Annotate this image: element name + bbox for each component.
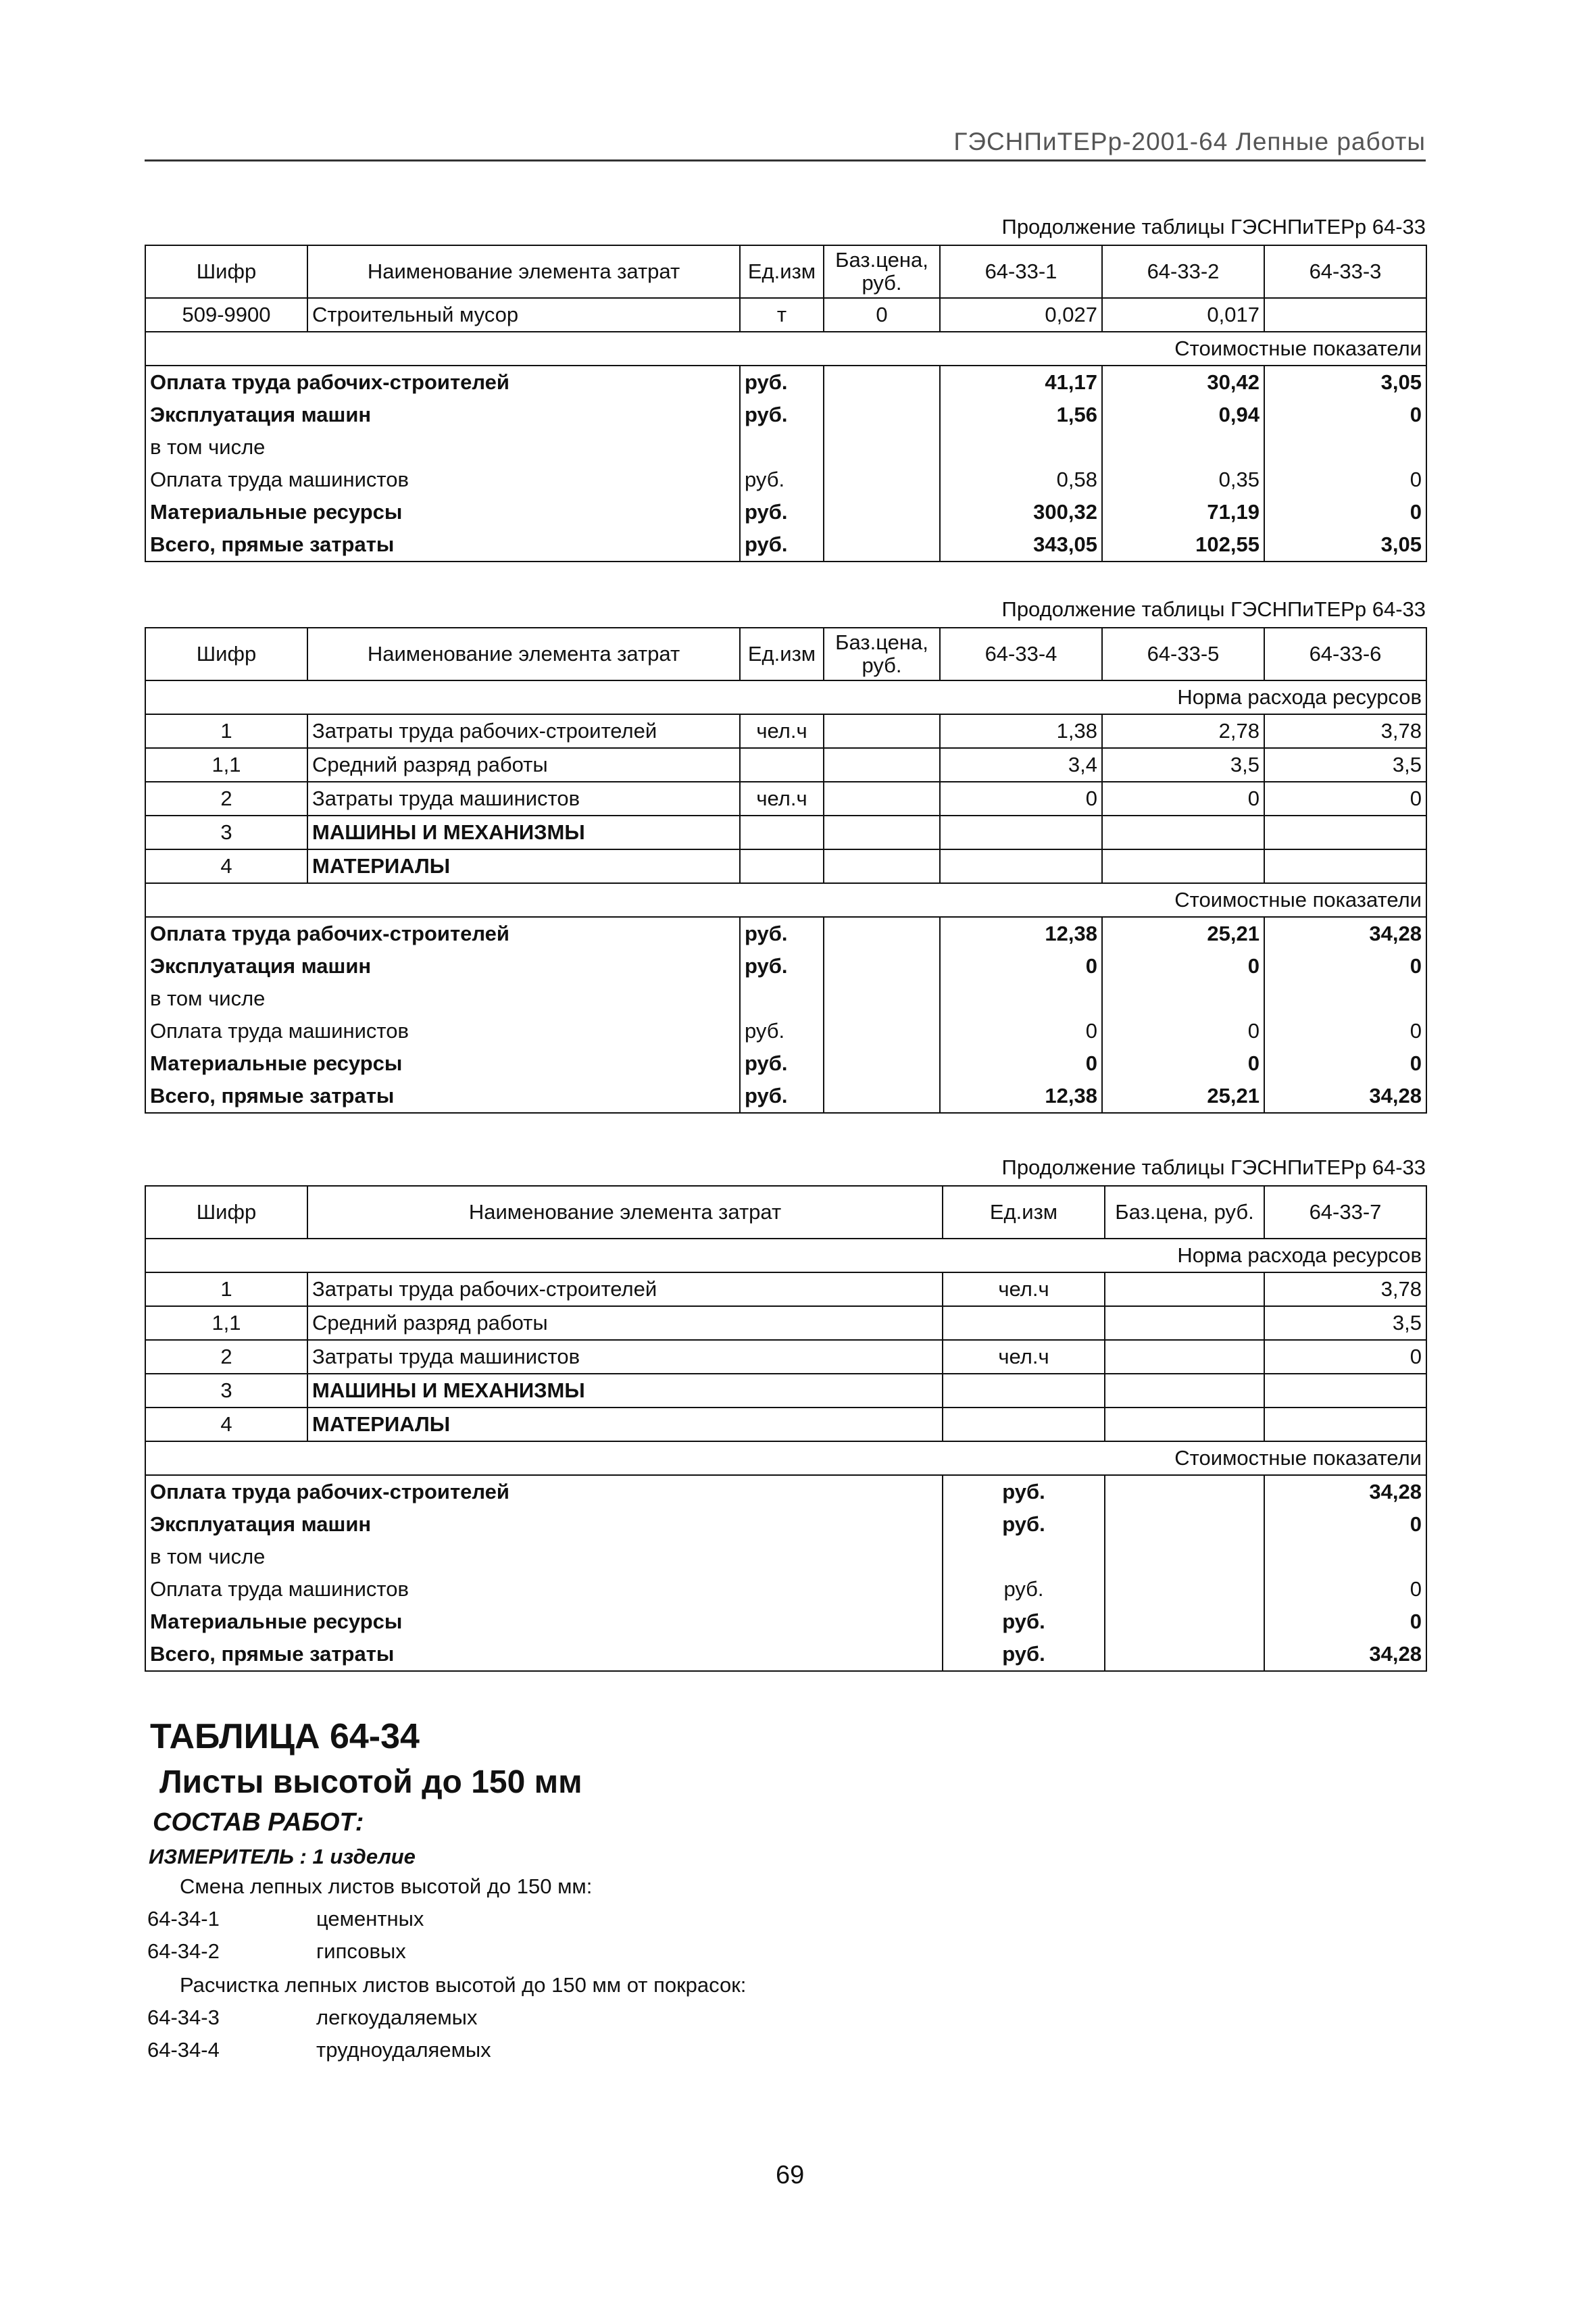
cost-value: 25,21 [1102, 1080, 1264, 1113]
empty-cell [1105, 1638, 1264, 1671]
cost-row [145, 496, 1426, 528]
cost-unit: руб. [740, 366, 824, 399]
cost-value [940, 982, 1102, 1015]
cell-shifr: 1 [145, 714, 307, 748]
cost-row [145, 366, 1426, 399]
table3 [145, 1185, 1427, 1672]
cost-value: 34,28 [1264, 917, 1426, 950]
work-group-heading: Смена лепных листов высотой до 150 мм: [180, 1874, 593, 1898]
cost-value: 0 [940, 1015, 1102, 1047]
table-row [145, 816, 1426, 849]
cost-label: Эксплуатация машин [145, 1508, 943, 1541]
cell-unit: чел.ч [943, 1272, 1105, 1306]
cost-unit: руб. [740, 917, 824, 950]
table1 [145, 245, 1427, 562]
col-unit: Ед.изм [740, 628, 824, 680]
section-label: Норма расхода ресурсов [145, 680, 1426, 714]
cost-value: 0 [1264, 1047, 1426, 1080]
cell-value: 1,38 [940, 714, 1102, 748]
cell-shifr: 1,1 [145, 1306, 307, 1340]
cell-shifr: 1 [145, 1272, 307, 1306]
cell-value: 0 [1264, 782, 1426, 816]
cost-row [145, 399, 1426, 431]
cell-value: 0,027 [940, 298, 1102, 332]
cell-unit: т [740, 298, 824, 332]
cost-unit: руб. [740, 1047, 824, 1080]
table-row [145, 1408, 1426, 1441]
cell-price: 0 [824, 298, 940, 332]
work-composition-heading: СОСТАВ РАБОТ: [153, 1808, 364, 1837]
empty-cell [824, 528, 940, 562]
cost-row [145, 1080, 1426, 1113]
cell-name: МАТЕРИАЛЫ [307, 1408, 943, 1441]
col-price: Баз.цена, руб. [824, 245, 940, 298]
cost-label: Материальные ресурсы [145, 496, 740, 528]
cell-value: 0 [1102, 782, 1264, 816]
empty-cell [940, 849, 1102, 883]
cost-row [145, 1015, 1426, 1047]
cell-unit: чел.ч [943, 1340, 1105, 1374]
col-64-33-3: 64-33-3 [1264, 245, 1426, 298]
col-unit: Ед.изм [943, 1186, 1105, 1239]
section-label: Стоимостные показатели [145, 1441, 1426, 1475]
cell-shifr: 4 [145, 849, 307, 883]
cost-value: 34,28 [1264, 1475, 1426, 1508]
empty-cell [943, 1408, 1105, 1441]
table-row [145, 298, 1426, 332]
page-number: 69 [776, 2161, 805, 2189]
cell-name: МАШИНЫ И МЕХАНИЗМЫ [307, 816, 740, 849]
cost-value: 0,35 [1102, 464, 1264, 496]
cost-value: 102,55 [1102, 528, 1264, 562]
work-code: 64-34-1 [147, 1907, 220, 1931]
running-header: ГЭСНПиТЕРр-2001-64 Лепные работы [145, 128, 1426, 161]
cell-value: 2,78 [1102, 714, 1264, 748]
table1-header-row [145, 245, 1426, 298]
cost-value: 25,21 [1102, 917, 1264, 950]
empty-cell [824, 431, 940, 464]
empty-cell [1264, 1374, 1426, 1408]
cell-unit: чел.ч [740, 714, 824, 748]
cost-value: 0,58 [940, 464, 1102, 496]
table2-continuation-label: Продолжение таблицы ГЭСНПиТЕРр 64-33 [1001, 597, 1426, 621]
empty-cell [824, 1015, 940, 1047]
cell-value [1264, 298, 1426, 332]
cost-unit: руб. [943, 1638, 1105, 1671]
work-description: трудноудаляемых [316, 2038, 491, 2062]
cost-row [145, 1541, 1426, 1573]
empty-cell [740, 816, 824, 849]
cell-shifr: 2 [145, 1340, 307, 1374]
empty-cell [940, 816, 1102, 849]
cost-value: 30,42 [1102, 366, 1264, 399]
col-unit: Ед.изм [740, 245, 824, 298]
cost-value: 0 [1264, 1573, 1426, 1605]
empty-cell [824, 1047, 940, 1080]
table3-header-row [145, 1186, 1426, 1239]
cell-shifr: 509-9900 [145, 298, 307, 332]
section-title: ТАБЛИЦА 64-34 [150, 1717, 420, 1756]
empty-cell [824, 917, 940, 950]
cost-value: 0,94 [1102, 399, 1264, 431]
cost-unit: руб. [740, 528, 824, 562]
cost-label: Всего, прямые затраты [145, 1080, 740, 1113]
table2 [145, 627, 1427, 1114]
cost-label: Оплата труда машинистов [145, 464, 740, 496]
empty-cell [740, 849, 824, 883]
work-description: гипсовых [316, 1939, 406, 1963]
cost-value [1264, 431, 1426, 464]
col-shifr: Шифр [145, 1186, 307, 1239]
empty-cell [1102, 816, 1264, 849]
empty-cell [824, 982, 940, 1015]
cost-label: Эксплуатация машин [145, 950, 740, 982]
empty-cell [1105, 1573, 1264, 1605]
table-row [145, 1374, 1426, 1408]
empty-cell [1264, 816, 1426, 849]
cost-label: Оплата труда машинистов [145, 1573, 943, 1605]
cost-value [1102, 431, 1264, 464]
cost-label: Оплата труда рабочих-строителей [145, 1475, 943, 1508]
cost-row [145, 1047, 1426, 1080]
cell-name: Строительный мусор [307, 298, 740, 332]
empty-cell [1102, 849, 1264, 883]
cost-unit: руб. [740, 464, 824, 496]
section-subtitle: Листы высотой до 150 мм [159, 1764, 582, 1800]
cost-value: 0 [1264, 496, 1426, 528]
cost-value: 34,28 [1264, 1638, 1426, 1671]
empty-cell [824, 950, 940, 982]
cost-row [145, 950, 1426, 982]
cost-unit [740, 982, 824, 1015]
work-description: легкоудаляемых [316, 2006, 478, 2029]
cost-row [145, 1508, 1426, 1541]
work-code: 64-34-2 [147, 1939, 220, 1963]
cost-value: 0 [1264, 950, 1426, 982]
col-price: Баз.цена, руб. [1105, 1186, 1264, 1239]
cost-value [1102, 982, 1264, 1015]
cell-unit [943, 1306, 1105, 1340]
cost-label: Оплата труда рабочих-строителей [145, 917, 740, 950]
empty-cell [1264, 1408, 1426, 1441]
empty-cell [1105, 1508, 1264, 1541]
cost-value: 0 [1102, 1015, 1264, 1047]
cell-name: МАШИНЫ И МЕХАНИЗМЫ [307, 1374, 943, 1408]
cell-name: Средний разряд работы [307, 748, 740, 782]
cell-name: Затраты труда рабочих-строителей [307, 714, 740, 748]
section-row [145, 883, 1426, 917]
cost-row [145, 1638, 1426, 1671]
col-name: Наименование элемента затрат [307, 628, 740, 680]
section-row [145, 680, 1426, 714]
empty-cell [824, 464, 940, 496]
empty-cell [1105, 1306, 1264, 1340]
cost-unit: руб. [740, 950, 824, 982]
cost-unit [943, 1541, 1105, 1573]
cell-unit: чел.ч [740, 782, 824, 816]
col-64-33-5: 64-33-5 [1102, 628, 1264, 680]
col-64-33-1: 64-33-1 [940, 245, 1102, 298]
cell-value: 3,78 [1264, 1272, 1426, 1306]
cell-value: 0,017 [1102, 298, 1264, 332]
cost-row [145, 1605, 1426, 1638]
cell-shifr: 3 [145, 816, 307, 849]
col-64-33-2: 64-33-2 [1102, 245, 1264, 298]
cost-row [145, 464, 1426, 496]
cost-value: 0 [940, 1047, 1102, 1080]
empty-cell [824, 714, 940, 748]
cost-value: 300,32 [940, 496, 1102, 528]
cost-value [1264, 1541, 1426, 1573]
empty-cell [943, 1374, 1105, 1408]
cost-value: 12,38 [940, 1080, 1102, 1113]
cost-label: в том числе [145, 1541, 943, 1573]
cell-value: 3,5 [1264, 1306, 1426, 1340]
cost-label: Всего, прямые затраты [145, 1638, 943, 1671]
cell-unit [740, 748, 824, 782]
cost-unit [740, 431, 824, 464]
section-row [145, 332, 1426, 366]
cost-value: 0 [1264, 1605, 1426, 1638]
empty-cell [1105, 1541, 1264, 1573]
cost-row [145, 1475, 1426, 1508]
empty-cell [824, 748, 940, 782]
cost-label: Оплата труда рабочих-строителей [145, 366, 740, 399]
empty-cell [824, 782, 940, 816]
cell-shifr: 3 [145, 1374, 307, 1408]
cost-label: Эксплуатация машин [145, 399, 740, 431]
section-row [145, 1239, 1426, 1272]
cost-row [145, 982, 1426, 1015]
col-name: Наименование элемента затрат [307, 1186, 943, 1239]
col-shifr: Шифр [145, 245, 307, 298]
empty-cell [1105, 1340, 1264, 1374]
cell-value: 3,78 [1264, 714, 1426, 748]
table-row [145, 748, 1426, 782]
cost-unit: руб. [740, 399, 824, 431]
section-label: Стоимостные показатели [145, 883, 1426, 917]
cell-value: 3,5 [1264, 748, 1426, 782]
empty-cell [1105, 1374, 1264, 1408]
empty-cell [824, 816, 940, 849]
cost-row [145, 917, 1426, 950]
table1-continuation-label: Продолжение таблицы ГЭСНПиТЕРр 64-33 [1001, 215, 1426, 239]
section-label: Стоимостные показатели [145, 332, 1426, 366]
table-row [145, 714, 1426, 748]
empty-cell [824, 399, 940, 431]
cost-row [145, 528, 1426, 562]
table-row [145, 1340, 1426, 1374]
cost-value: 0 [1102, 950, 1264, 982]
cost-label: Материальные ресурсы [145, 1047, 740, 1080]
empty-cell [1264, 849, 1426, 883]
cell-shifr: 1,1 [145, 748, 307, 782]
cell-name: Затраты труда машинистов [307, 782, 740, 816]
work-description: цементных [316, 1907, 424, 1931]
cell-shifr: 2 [145, 782, 307, 816]
cell-value: 0 [1264, 1340, 1426, 1374]
cost-value: 3,05 [1264, 528, 1426, 562]
cost-value: 0 [1264, 1015, 1426, 1047]
cost-label: Всего, прямые затраты [145, 528, 740, 562]
table-row [145, 1272, 1426, 1306]
cost-value: 343,05 [940, 528, 1102, 562]
empty-cell [1105, 1272, 1264, 1306]
cost-unit: руб. [740, 1015, 824, 1047]
cost-value [940, 431, 1102, 464]
col-64-33-7: 64-33-7 [1264, 1186, 1426, 1239]
cost-value: 41,17 [940, 366, 1102, 399]
table2-header-row [145, 628, 1426, 680]
cost-unit: руб. [943, 1508, 1105, 1541]
empty-cell [1105, 1408, 1264, 1441]
cost-value: 71,19 [1102, 496, 1264, 528]
cost-unit: руб. [943, 1475, 1105, 1508]
cost-unit: руб. [740, 1080, 824, 1113]
col-name: Наименование элемента затрат [307, 245, 740, 298]
col-price: Баз.цена, руб. [824, 628, 940, 680]
table-row [145, 849, 1426, 883]
measurement-unit: ИЗМЕРИТЕЛЬ : 1 изделие [149, 1845, 416, 1868]
work-group-heading: Расчистка лепных листов высотой до 150 мм от покрасок: [180, 1973, 747, 1997]
section-row [145, 1441, 1426, 1475]
cost-label: Оплата труда машинистов [145, 1015, 740, 1047]
cost-unit: руб. [740, 496, 824, 528]
work-code: 64-34-3 [147, 2006, 220, 2029]
cost-unit: руб. [943, 1605, 1105, 1638]
col-64-33-6: 64-33-6 [1264, 628, 1426, 680]
empty-cell [824, 366, 940, 399]
section-label: Норма расхода ресурсов [145, 1239, 1426, 1272]
empty-cell [1105, 1605, 1264, 1638]
cost-value: 0 [1102, 1047, 1264, 1080]
cost-label: в том числе [145, 982, 740, 1015]
cell-name: Затраты труда рабочих-строителей [307, 1272, 943, 1306]
cost-value: 1,56 [940, 399, 1102, 431]
cost-value [1264, 982, 1426, 1015]
empty-cell [824, 849, 940, 883]
cost-row [145, 1573, 1426, 1605]
table-row [145, 1306, 1426, 1340]
empty-cell [824, 496, 940, 528]
table3-continuation-label: Продолжение таблицы ГЭСНПиТЕРр 64-33 [1001, 1155, 1426, 1179]
cell-shifr: 4 [145, 1408, 307, 1441]
cost-value: 0 [1264, 399, 1426, 431]
cost-value: 0 [1264, 464, 1426, 496]
work-code: 64-34-4 [147, 2038, 220, 2062]
cost-value: 0 [1264, 1508, 1426, 1541]
col-shifr: Шифр [145, 628, 307, 680]
cell-value: 3,4 [940, 748, 1102, 782]
cost-value: 12,38 [940, 917, 1102, 950]
cost-value: 34,28 [1264, 1080, 1426, 1113]
cost-unit: руб. [943, 1573, 1105, 1605]
cell-value: 0 [940, 782, 1102, 816]
cost-row [145, 431, 1426, 464]
cost-label: в том числе [145, 431, 740, 464]
cell-name: МАТЕРИАЛЫ [307, 849, 740, 883]
table-row [145, 782, 1426, 816]
cell-name: Затраты труда машинистов [307, 1340, 943, 1374]
empty-cell [824, 1080, 940, 1113]
cost-value: 0 [940, 950, 1102, 982]
col-64-33-4: 64-33-4 [940, 628, 1102, 680]
cost-value: 3,05 [1264, 366, 1426, 399]
empty-cell [1105, 1475, 1264, 1508]
cost-label: Материальные ресурсы [145, 1605, 943, 1638]
cell-value: 3,5 [1102, 748, 1264, 782]
cell-name: Средний разряд работы [307, 1306, 943, 1340]
